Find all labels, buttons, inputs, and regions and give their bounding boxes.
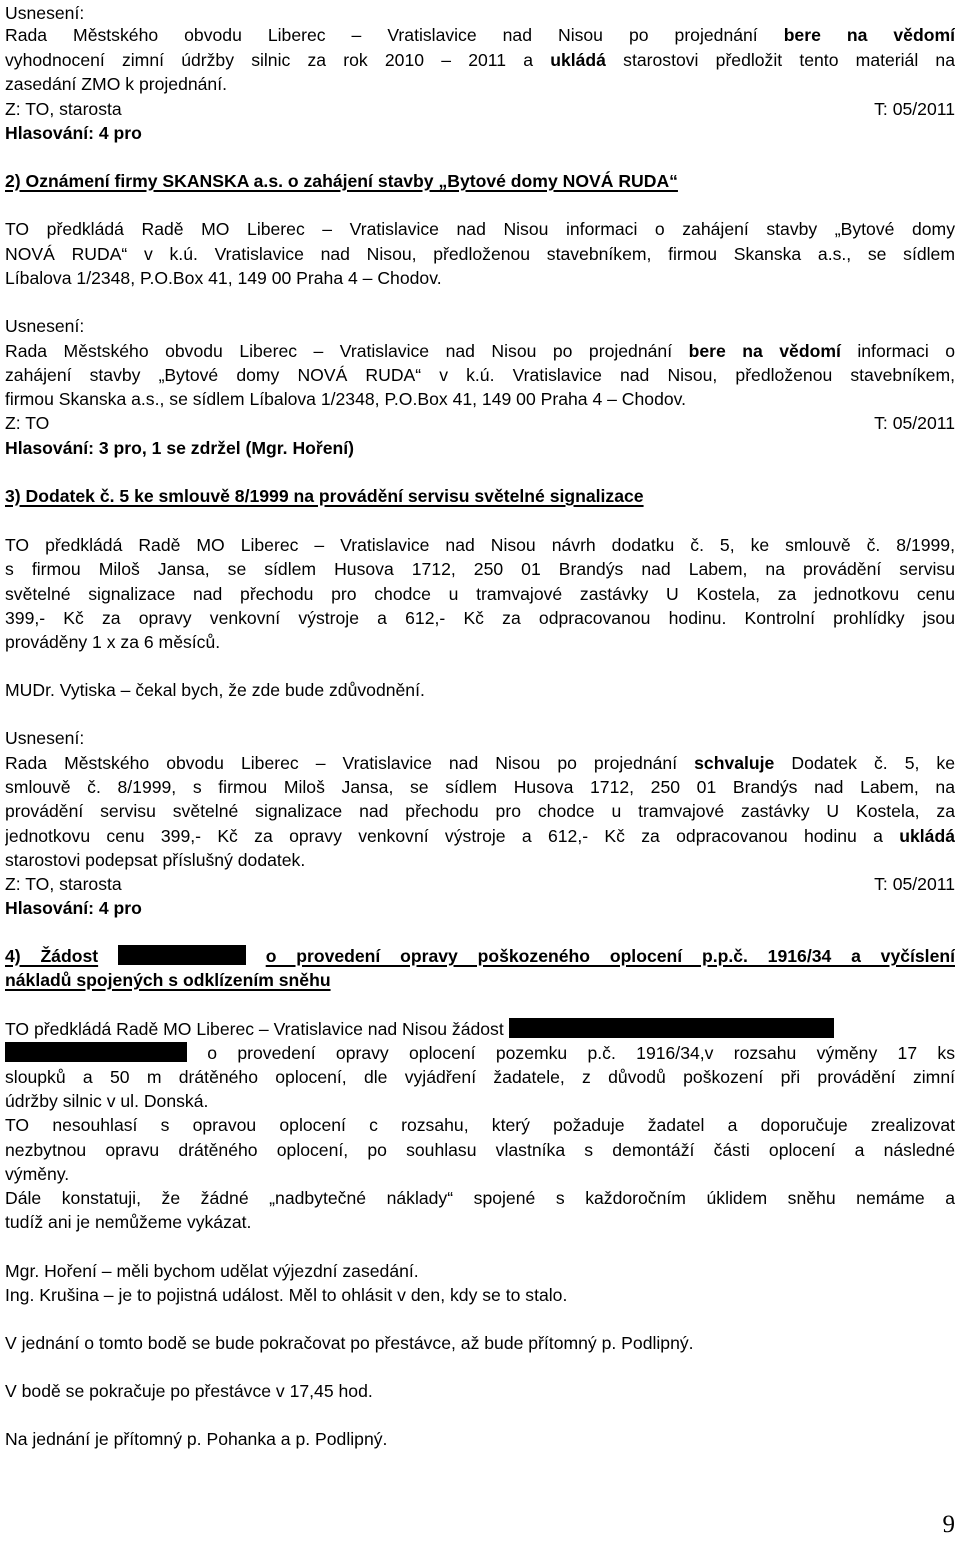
vote-result: Hlasování: 4 pro xyxy=(5,123,142,143)
item-3-heading: 3) Dodatek č. 5 ke smlouvě 8/1999 na provádění servisu světelné signalizace xyxy=(5,486,644,506)
item-4-heading: 4) Žádost o provedení opravy poškozeného oplocení p.p.č. 1916/34 a vyčíslení xyxy=(5,946,955,966)
responsibility-line: Z: TO T: 05/2011 xyxy=(5,413,955,433)
note-text: V jednání o tomto bodě se bude pokračovat po přestávce, až bude přítomný p. Podlipný. xyxy=(5,1333,694,1353)
resolution-text: firmou Skanska a.s., se sídlem Líbalova 1/2348, P.O.Box 41, 149 00 Praha 4 – Chodov. xyxy=(5,389,687,409)
paragraph-text: Dále konstatuji, že žádné „nadbytečné náklady“ spojené s každoročním úklidem sněhu nemáme a xyxy=(5,1188,955,1208)
resolution-text: zahájení stavby „Bytové domy NOVÁ RUDA“ v k.ú. Vratislavice nad Nisou, předloženou stavebníkem, xyxy=(5,365,955,385)
paragraph-text: s firmou Miloš Jansa, se sídlem Husova 1712, 250 01 Brandýs nad Labem, na provádění servisu xyxy=(5,559,955,579)
paragraph-text: nezbytnou opravu drátěného oplocení, po souhlasu vlastníka s demontáží části oplocení a následné xyxy=(5,1140,955,1160)
resolution-text: Rada Městského obvodu Liberec – Vratislavice nad Nisou po projednání bere na vědomí xyxy=(5,25,955,45)
paragraph-text: o provedení opravy oplocení pozemku p.č. 1916/34,v rozsahu výměny 17 ks xyxy=(5,1040,955,1066)
item-4-heading: nákladů spojených s odklízením sněhu xyxy=(5,970,331,990)
comment-text: Mgr. Hoření – měli bychom udělat výjezdní zasedání. xyxy=(5,1261,419,1281)
paragraph-text: NOVÁ RUDA“ v k.ú. Vratislavice nad Nisou, předloženou stavebníkem, firmou Skanska a.s., se sídlem xyxy=(5,244,955,264)
paragraph-text: údržby silnic v ul. Donská. xyxy=(5,1091,209,1111)
paragraph-text: TO předkládá Radě MO Liberec – Vratislavice nad Nisou informaci o zahájení stavby „Bytové domy xyxy=(5,219,955,239)
responsibility-line: Z: TO, starosta T: 05/2011 xyxy=(5,874,955,894)
paragraph-text: tudíž ani je nemůžeme vykázat. xyxy=(5,1212,252,1232)
resolution-heading: Usnesení: xyxy=(5,728,85,748)
resolution-text: zasedání ZMO k projednání. xyxy=(5,74,227,94)
paragraph-text: TO předkládá Radě MO Liberec – Vratislavice nad Nisou návrh dodatku č. 5, ke smlouvě č. 8/1999, xyxy=(5,535,955,555)
item-2-heading: 2) Oznámení firmy SKANSKA a.s. o zahájení stavby „Bytové domy NOVÁ RUDA“ xyxy=(5,171,678,191)
paragraph-text: prováděny 1 x za 6 měsíců. xyxy=(5,632,221,652)
redaction-block xyxy=(5,1042,187,1062)
paragraph-text: TO předkládá Radě MO Liberec – Vratislavice nad Nisou žádost xyxy=(5,1016,955,1042)
paragraph-text: sloupků a 50 m drátěného oplocení, dle vyjádření žadatele, z důvodů poškození při provádění zimní xyxy=(5,1067,955,1087)
resolution-heading: Usnesení: xyxy=(5,316,85,336)
resolution-text: provádění servisu světelné signalizace nad přechodu pro chodce u tramvajové zastávky U Kostela, za xyxy=(5,801,955,821)
redaction-block xyxy=(118,945,246,965)
paragraph-text: světelné signalizace nad přechodu pro chodce u tramvajové zastávky U Kostela, za jednotkovu cenu xyxy=(5,584,955,604)
resolution-text: Rada Městského obvodu Liberec – Vratislavice nad Nisou po projednání bere na vědomí informaci o xyxy=(5,341,955,361)
resolution-text: Rada Městského obvodu Liberec – Vratislavice nad Nisou po projednání schvaluje Dodatek č. 5, ke xyxy=(5,753,955,773)
comment-text: Ing. Krušina – je to pojistná událost. Měl to ohlásit v den, kdy se to stalo. xyxy=(5,1285,568,1305)
comment-text: MUDr. Vytiska – čekal bych, že zde bude zdůvodnění. xyxy=(5,680,425,700)
paragraph-text: Líbalova 1/2348, P.O.Box 41, 149 00 Praha 4 – Chodov. xyxy=(5,268,442,288)
resolution-text: smlouvě č. 8/1999, s firmou Miloš Jansa, se sídlem Husova 1712, 250 01 Brandýs nad Labem, na xyxy=(5,777,955,797)
note-text: V bodě se pokračuje po přestávce v 17,45 hod. xyxy=(5,1381,373,1401)
page-number: 9 xyxy=(942,1511,955,1538)
vote-result: Hlasování: 3 pro, 1 se zdržel (Mgr. Hoření) xyxy=(5,438,355,458)
responsibility-line: Z: TO, starosta T: 05/2011 xyxy=(5,99,955,119)
resolution-text: vyhodnocení zimní údržby silnic za rok 2010 – 2011 a ukládá starostovi předložit tento materiál na xyxy=(5,50,955,70)
paragraph-text: výměny. xyxy=(5,1164,70,1184)
resolution-heading: Usnesení: xyxy=(5,3,85,23)
paragraph-text: TO nesouhlasí s opravou oplocení c rozsahu, který požaduje žadatel a doporučuje zrealizovat xyxy=(5,1115,955,1135)
vote-result: Hlasování: 4 pro xyxy=(5,898,142,918)
resolution-text: starostovi podepsat příslušný dodatek. xyxy=(5,850,306,870)
redaction-block xyxy=(509,1018,834,1038)
resolution-text: jednotkovu cenu 399,- Kč za opravy venkovní výstroje a 612,- Kč za odpracovanou hodinu a ukládá xyxy=(5,826,955,846)
paragraph-text: 399,- Kč za opravy venkovní výstroje a 612,- Kč za odpracovanou hodinu. Kontrolní prohlídky jsou xyxy=(5,608,955,628)
note-text: Na jednání je přítomný p. Pohanka a p. Podlipný. xyxy=(5,1429,388,1449)
